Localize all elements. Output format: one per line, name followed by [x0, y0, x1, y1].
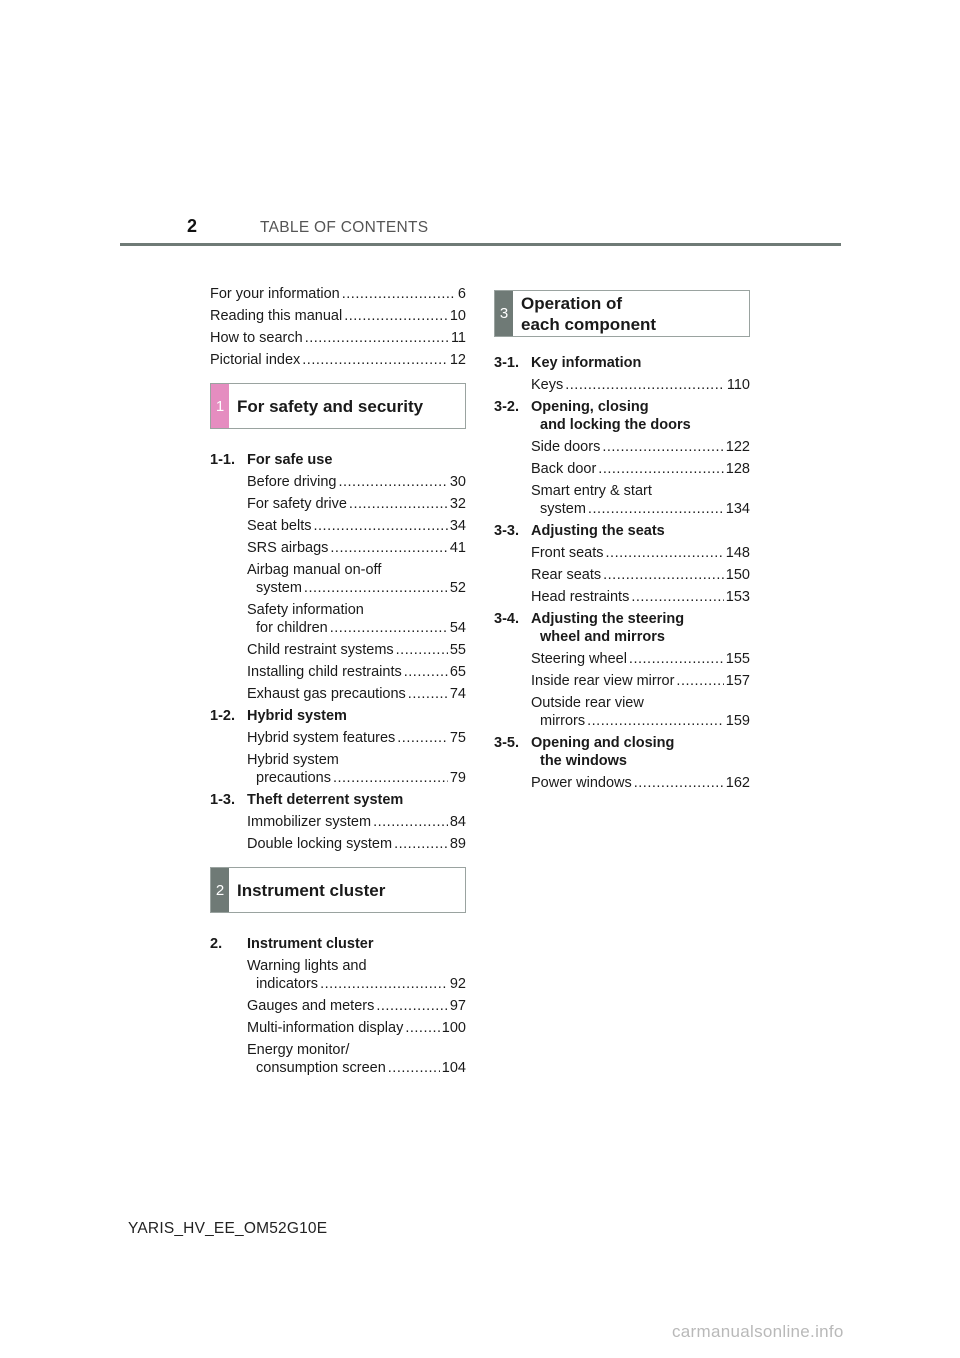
- toc-entry-title: Seat belts: [247, 518, 312, 534]
- toc-entry[interactable]: [247, 601, 466, 637]
- leader-dots: [388, 1059, 440, 1077]
- toc-entry-title: Head restraints: [531, 589, 630, 605]
- subsection-heading[interactable]: [494, 354, 750, 372]
- toc-right-column: [494, 290, 750, 796]
- toc-entry[interactable]: [247, 561, 466, 597]
- leader-dots: [320, 975, 448, 993]
- section-number-tab: 3: [495, 291, 513, 336]
- toc-entry-title: Safety information: [247, 602, 364, 618]
- leader-dots: [373, 813, 448, 831]
- toc-entry-page: 153: [725, 589, 750, 605]
- toc-entry[interactable]: [247, 1019, 466, 1037]
- toc-entry-page: 157: [725, 673, 750, 689]
- leader-dots: [405, 1019, 439, 1037]
- toc-entry[interactable]: [531, 566, 750, 584]
- section-title: [513, 291, 664, 336]
- toc-entry-title: Double locking system: [247, 836, 393, 852]
- toc-entry-title: Side doors: [531, 439, 601, 455]
- subsection-number: 3-4.: [494, 611, 519, 627]
- subsection-title: Adjusting the seats: [531, 523, 665, 539]
- toc-entry-title: Keys: [531, 377, 564, 393]
- toc-entry-page: 75: [449, 730, 466, 746]
- toc-entry-page: 148: [725, 545, 750, 561]
- leader-dots: [629, 650, 724, 668]
- toc-entry[interactable]: [531, 376, 750, 394]
- leader-dots: [376, 997, 448, 1015]
- document-code: YARIS_HV_EE_OM52G10E: [128, 1220, 328, 1237]
- leader-dots: [333, 769, 448, 787]
- toc-entry-page: 52: [449, 580, 466, 596]
- toc-entry[interactable]: [247, 1041, 466, 1077]
- toc-entry[interactable]: [247, 517, 466, 535]
- section-number-tab: 2: [211, 868, 229, 912]
- toc-entry-page: 55: [449, 642, 466, 658]
- section-title-line2: each component: [521, 314, 657, 334]
- subsection-heading[interactable]: [210, 791, 466, 809]
- leader-dots: [302, 351, 448, 369]
- toc-entry-title-cont: system: [540, 501, 586, 517]
- subsection-title-cont: wheel and mirrors: [540, 629, 665, 645]
- toc-entry-page: 12: [449, 352, 466, 368]
- toc-entry-page: 6: [457, 286, 466, 302]
- toc-entry-title: Inside rear view mirror: [531, 673, 675, 689]
- toc-entry[interactable]: [247, 813, 466, 831]
- page-number: 2: [187, 216, 198, 236]
- subsection-title: Opening and closing: [531, 735, 675, 751]
- toc-entry[interactable]: [247, 685, 466, 703]
- section-heading-safety[interactable]: [210, 383, 466, 429]
- toc-entry-title: For safety drive: [247, 496, 347, 512]
- toc-entry-page: 84: [449, 814, 466, 830]
- toc-entry-page: 97: [449, 998, 466, 1014]
- subsection-heading[interactable]: [494, 734, 750, 770]
- toc-entry-title: Gauges and meters: [247, 998, 375, 1014]
- leader-dots: [394, 835, 448, 853]
- toc-entry-title: Back door: [531, 461, 597, 477]
- subsection-number: 2.: [210, 936, 223, 952]
- toc-entry[interactable]: [247, 641, 466, 659]
- toc-entry-title: Smart entry & start: [531, 483, 652, 499]
- toc-entry[interactable]: [531, 460, 750, 478]
- toc-entry-page: 34: [449, 518, 466, 534]
- subsection-title: Key information: [531, 355, 642, 371]
- toc-entry-title: For your information: [210, 286, 340, 302]
- page-title: TABLE OF CONTENTS: [260, 219, 429, 236]
- subsection-heading[interactable]: [494, 610, 750, 646]
- toc-entry-title: Installing child restraints: [247, 664, 402, 680]
- toc-entry-page: 150: [725, 567, 750, 583]
- toc-entry-page: 110: [726, 377, 750, 393]
- subsection-title-cont: and locking the doors: [540, 417, 691, 433]
- leader-dots: [631, 588, 723, 606]
- toc-entry-title: Hybrid system features: [247, 730, 396, 746]
- leader-dots: [330, 539, 447, 557]
- toc-entry[interactable]: [210, 285, 466, 303]
- toc-entry-title-cont: system: [256, 580, 302, 596]
- toc-entry[interactable]: [531, 438, 750, 456]
- subsection-title: Theft deterrent system: [247, 792, 404, 808]
- header-divider: [120, 243, 841, 246]
- section-heading-instrument[interactable]: [210, 867, 466, 913]
- toc-entry-title: Energy monitor/: [247, 1042, 350, 1058]
- toc-entry-title-cont: mirrors: [540, 713, 586, 729]
- leader-dots: [634, 774, 724, 792]
- toc-entry[interactable]: [247, 751, 466, 787]
- toc-entry-title: Before driving: [247, 474, 337, 490]
- toc-entry[interactable]: [247, 473, 466, 491]
- toc-entry-page: 155: [725, 651, 750, 667]
- subsection-number: 1-1.: [210, 452, 235, 468]
- toc-entry-title: Airbag manual on-off: [247, 562, 382, 578]
- toc-entry-page: 104: [441, 1060, 466, 1076]
- section-number-tab: 1: [211, 384, 229, 428]
- leader-dots: [349, 495, 448, 513]
- subsection-number: 1-3.: [210, 792, 235, 808]
- toc-entry-title: Power windows: [531, 775, 632, 791]
- toc-entry-title: Immobilizer system: [247, 814, 372, 830]
- leader-dots: [396, 641, 448, 659]
- subsection-number: 3-3.: [494, 523, 519, 539]
- leader-dots: [598, 460, 724, 478]
- subsection-number: 3-2.: [494, 399, 519, 415]
- subsection-title: Opening, closing: [531, 399, 649, 415]
- toc-entry[interactable]: [531, 650, 750, 668]
- toc-entry[interactable]: [531, 694, 750, 730]
- subsection-heading[interactable]: [494, 522, 750, 540]
- subsection-title: For safe use: [247, 452, 333, 468]
- toc-entry-title: SRS airbags: [247, 540, 329, 556]
- subsection-number: 3-1.: [494, 355, 519, 371]
- subsection-title: Hybrid system: [247, 708, 347, 724]
- toc-entry[interactable]: [247, 997, 466, 1015]
- toc-entry-title: Hybrid system: [247, 752, 339, 768]
- subsection-heading[interactable]: [210, 707, 466, 725]
- toc-entry-page: 30: [449, 474, 466, 490]
- leader-dots: [404, 663, 448, 681]
- toc-entry[interactable]: [210, 329, 466, 347]
- toc-entry-title-cont: indicators: [256, 976, 319, 992]
- leader-dots: [606, 544, 724, 562]
- toc-left-column: [210, 285, 466, 1081]
- toc-entry-page: 10: [449, 308, 466, 324]
- leader-dots: [588, 500, 724, 518]
- subsection-number: 1-2.: [210, 708, 235, 724]
- leader-dots: [304, 579, 448, 597]
- toc-entry-title-cont: for children: [256, 620, 328, 636]
- toc-entry-title: Front seats: [531, 545, 604, 561]
- subsection-number: 3-5.: [494, 735, 519, 751]
- toc-entry-title: Warning lights and: [247, 958, 367, 974]
- toc-entry[interactable]: [247, 729, 466, 747]
- toc-entry-title: Reading this manual: [210, 308, 343, 324]
- leader-dots: [565, 376, 725, 394]
- toc-entry-title: Outside rear view: [531, 695, 644, 711]
- section-title: For safety and security: [237, 396, 424, 416]
- toc-entry[interactable]: [531, 774, 750, 792]
- toc-entry[interactable]: [247, 495, 466, 513]
- leader-dots: [397, 729, 448, 747]
- leader-dots: [603, 566, 724, 584]
- leader-dots: [338, 473, 447, 491]
- subsection-heading[interactable]: [210, 935, 466, 953]
- leader-dots: [330, 619, 448, 637]
- toc-entry[interactable]: [247, 539, 466, 557]
- leader-dots: [344, 307, 448, 325]
- toc-entry-page: 11: [450, 330, 466, 346]
- leader-dots: [676, 672, 723, 690]
- leader-dots: [314, 517, 448, 535]
- toc-entry[interactable]: [247, 835, 466, 853]
- section-heading-operation[interactable]: [494, 290, 750, 337]
- toc-entry-page: 128: [725, 461, 750, 477]
- toc-entry-page: 162: [725, 775, 750, 791]
- toc-entry-page: 100: [441, 1020, 466, 1036]
- leader-dots: [305, 329, 449, 347]
- watermark: carmanualsonline.info: [672, 1322, 844, 1341]
- leader-dots: [602, 438, 723, 456]
- toc-entry[interactable]: [531, 588, 750, 606]
- toc-entry[interactable]: [531, 482, 750, 518]
- toc-entry-page: 32: [449, 496, 466, 512]
- toc-entry-page: 159: [725, 713, 750, 729]
- toc-entry-title: Child restraint systems: [247, 642, 394, 658]
- toc-entry-page: 122: [725, 439, 750, 455]
- leader-dots: [408, 685, 448, 703]
- toc-entry[interactable]: [247, 957, 466, 993]
- subsection-title: Adjusting the steering: [531, 611, 685, 627]
- toc-entry[interactable]: [210, 307, 466, 325]
- subsection-heading[interactable]: [494, 398, 750, 434]
- toc-entry-title-cont: consumption screen: [256, 1060, 386, 1076]
- toc-entry-page: 65: [449, 664, 466, 680]
- leader-dots: [342, 285, 456, 303]
- toc-entry-page: 89: [449, 836, 466, 852]
- section-title: Instrument cluster: [237, 880, 386, 900]
- toc-entry[interactable]: [210, 351, 466, 369]
- toc-entry-title: Steering wheel: [531, 651, 627, 667]
- toc-entry-page: 41: [449, 540, 466, 556]
- subsection-title: Instrument cluster: [247, 936, 374, 952]
- toc-entry-title: Exhaust gas precautions: [247, 686, 406, 702]
- toc-entry-title: Rear seats: [531, 567, 602, 583]
- toc-entry-title: Multi-information display: [247, 1020, 404, 1036]
- toc-entry[interactable]: [531, 672, 750, 690]
- toc-entry-page: 92: [449, 976, 466, 992]
- toc-entry-page: 74: [449, 686, 466, 702]
- toc-entry-page: 79: [449, 770, 466, 786]
- toc-entry-page: 134: [725, 501, 750, 517]
- subsection-heading[interactable]: [210, 451, 466, 469]
- toc-entry-title-cont: precautions: [256, 770, 331, 786]
- leader-dots: [587, 712, 724, 730]
- subsection-title-cont: the windows: [540, 753, 627, 769]
- section-title-line1: Operation of: [521, 293, 623, 313]
- toc-entry-title: Pictorial index: [210, 352, 301, 368]
- toc-entry-page: 54: [449, 620, 466, 636]
- toc-entry[interactable]: [247, 663, 466, 681]
- toc-entry-title: How to search: [210, 330, 303, 346]
- toc-entry[interactable]: [531, 544, 750, 562]
